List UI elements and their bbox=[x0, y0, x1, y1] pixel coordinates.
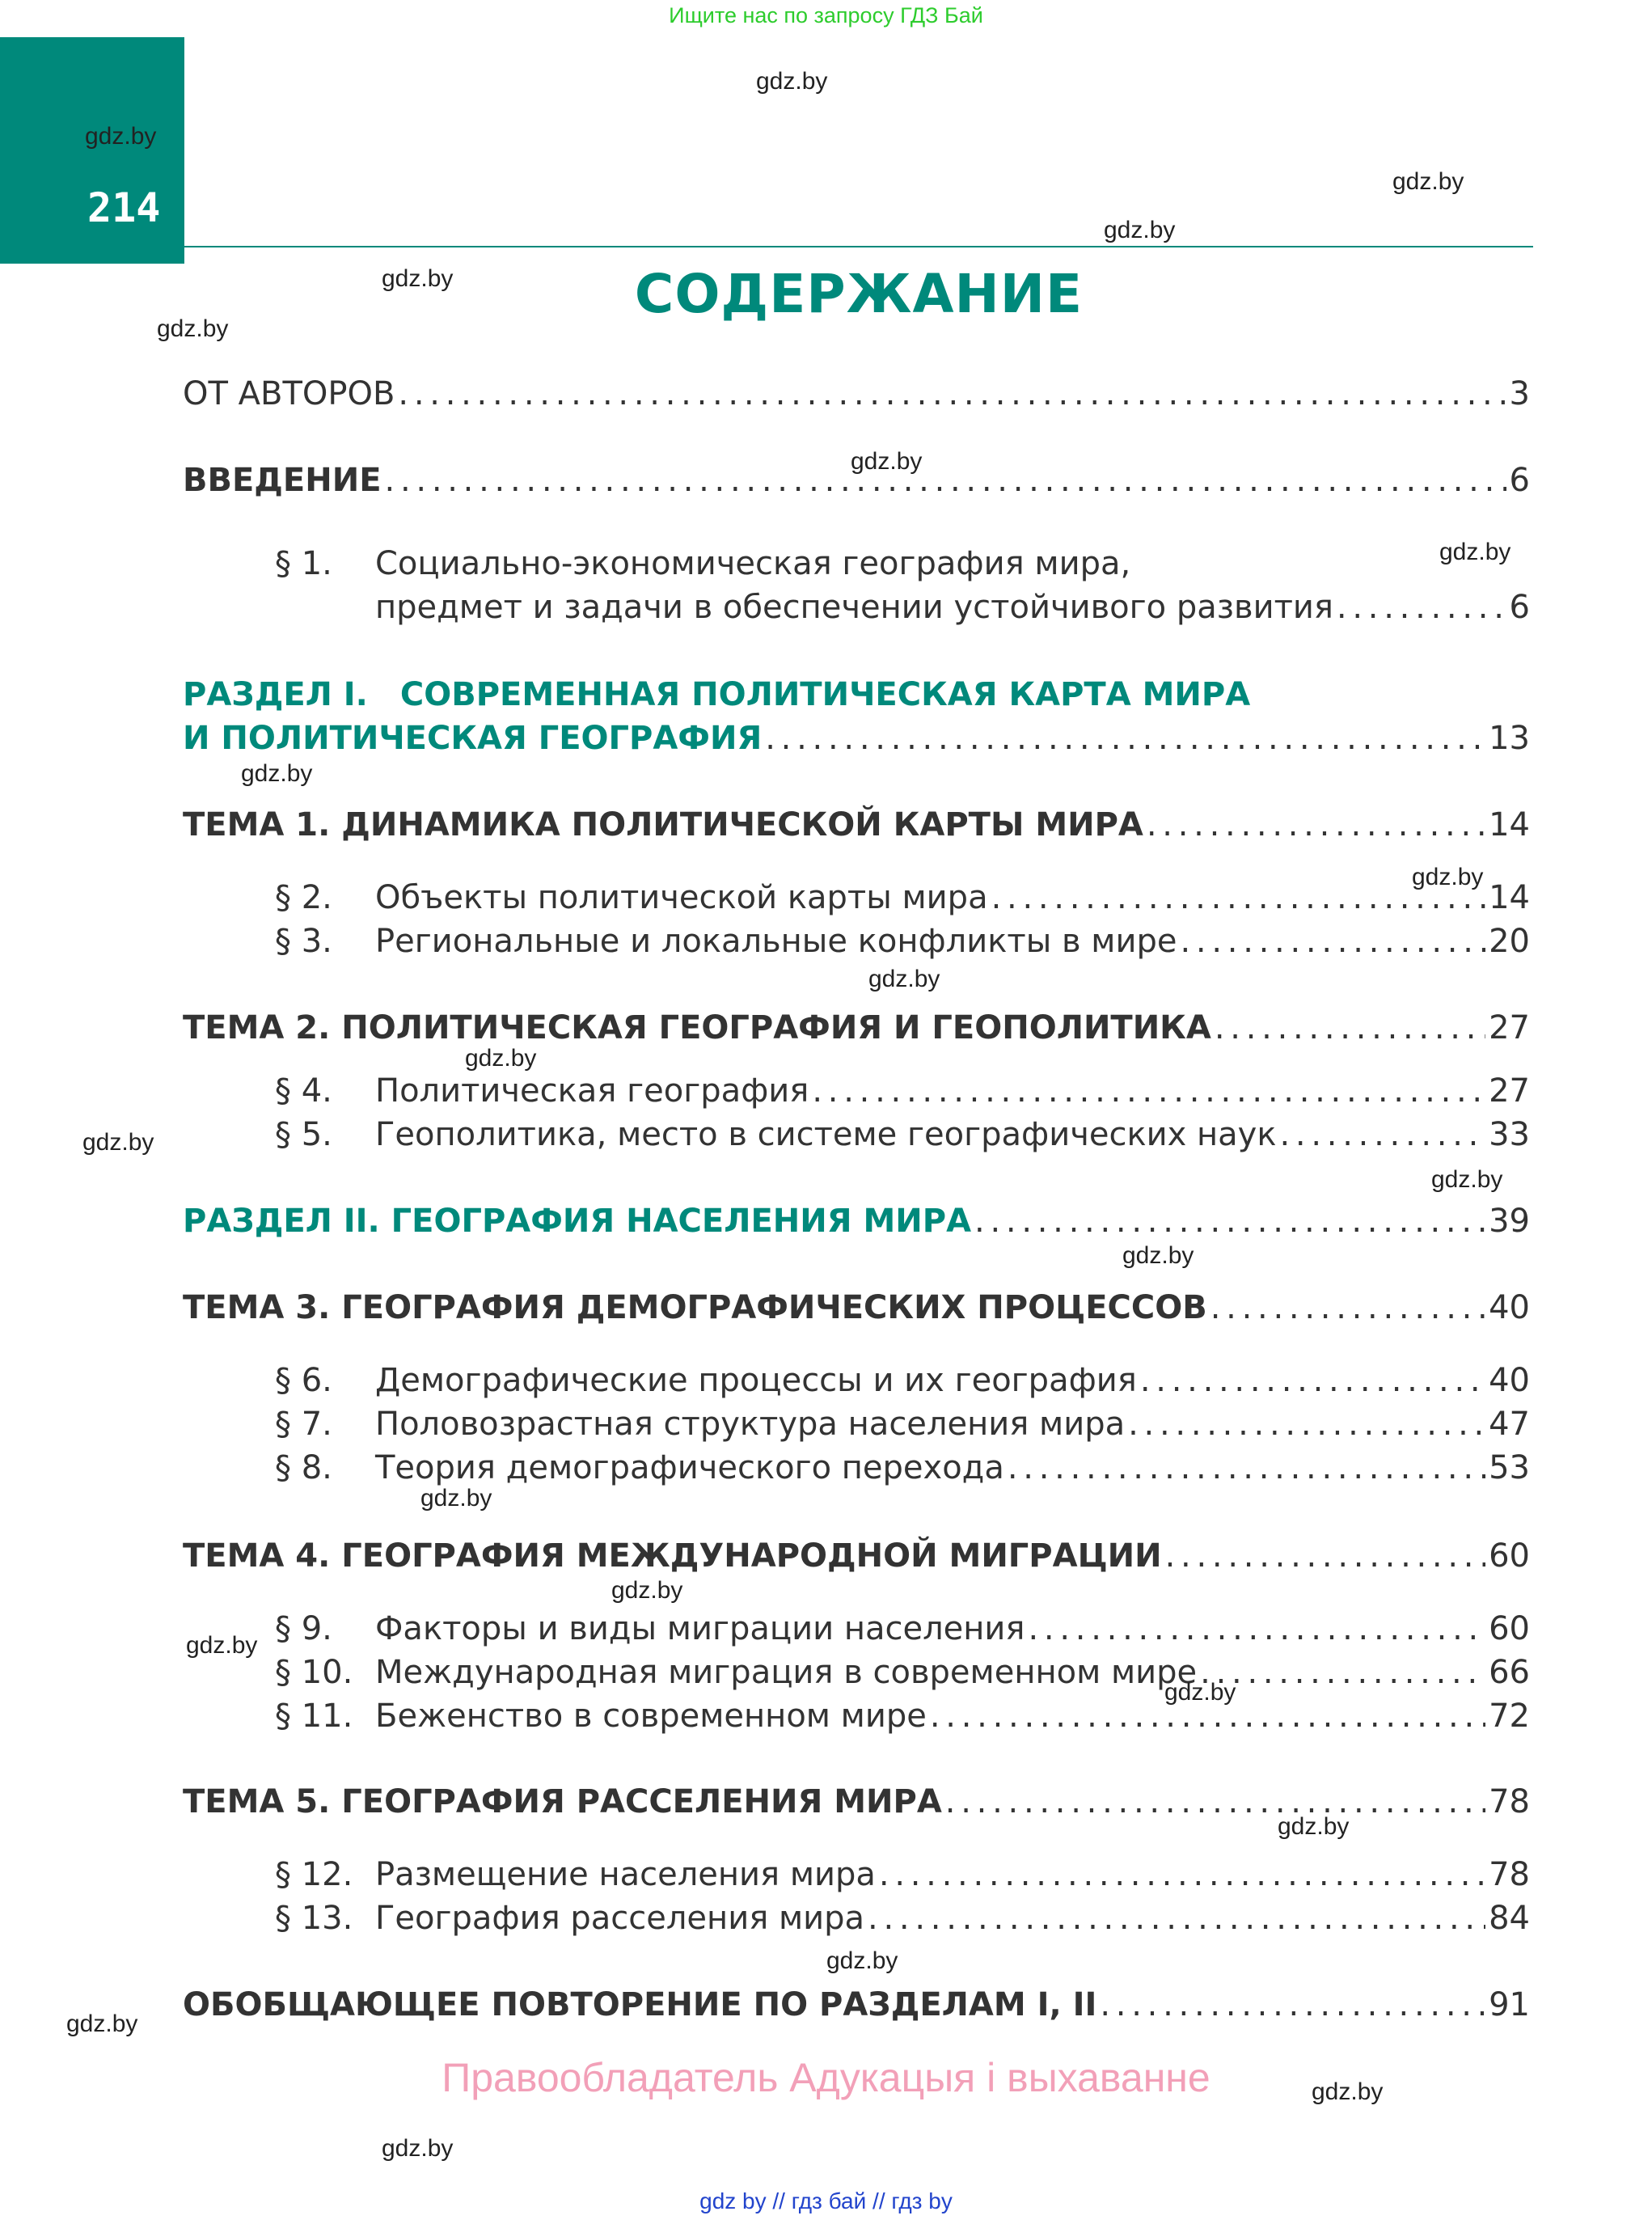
watermark: gdz.by bbox=[1392, 168, 1464, 195]
toc-entry-p11[interactable] bbox=[275, 1694, 1530, 1738]
toc-page-number: 60 bbox=[1489, 1537, 1530, 1575]
section-number: § 9. bbox=[275, 1610, 332, 1647]
toc-entry-text: Политическая география bbox=[375, 1072, 809, 1110]
toc-page-number: 14 bbox=[1489, 806, 1530, 844]
watermark: gdz.by bbox=[186, 1632, 258, 1659]
watermark: gdz.by bbox=[868, 966, 940, 992]
dot-leader bbox=[1215, 1006, 1485, 1050]
toc-entry-text: Факторы и виды миграции населения bbox=[375, 1610, 1025, 1647]
toc-entry-text: Размещение населения мира bbox=[375, 1856, 876, 1893]
watermark: gdz.by bbox=[82, 1129, 154, 1156]
dot-leader bbox=[398, 372, 1506, 416]
watermark: gdz.by bbox=[382, 265, 454, 292]
toc-page-number: 13 bbox=[1489, 720, 1530, 757]
section-number: § 1. bbox=[275, 545, 332, 582]
page-number: 214 bbox=[87, 184, 161, 231]
dot-leader bbox=[765, 717, 1485, 760]
toc-entry-tema3[interactable] bbox=[183, 1286, 1530, 1330]
watermark: gdz.by bbox=[851, 448, 923, 475]
toc-entry-text: Объекты политической карты мира bbox=[375, 879, 988, 916]
dot-leader bbox=[1100, 1983, 1485, 2027]
section-number: § 5. bbox=[275, 1116, 332, 1153]
toc-entry-text: ОБОБЩАЮЩЕЕ ПОВТОРЕНИЕ ПО РАЗДЕЛАМ I, II bbox=[183, 1986, 1097, 2023]
section-number: § 2. bbox=[275, 879, 332, 916]
header-rule bbox=[184, 246, 1533, 247]
toc-entry-p1-line2[interactable] bbox=[375, 586, 1530, 629]
toc-page-number: 47 bbox=[1489, 1406, 1530, 1443]
toc-page-number: 53 bbox=[1489, 1449, 1530, 1486]
toc-page-number: 39 bbox=[1489, 1203, 1530, 1240]
toc-entry-p2[interactable] bbox=[275, 876, 1530, 920]
toc-entry-text: ОТ АВТОРОВ bbox=[183, 375, 395, 412]
dot-leader bbox=[1147, 803, 1485, 847]
toc-page-number: 27 bbox=[1489, 1009, 1530, 1046]
toc-entry-razdel1-line1[interactable] bbox=[183, 673, 1530, 717]
watermark: gdz.by bbox=[1278, 1813, 1350, 1840]
toc-page-number: 6 bbox=[1509, 589, 1530, 626]
toc-page-number: 6 bbox=[1509, 462, 1530, 499]
watermark: gdz.by bbox=[1312, 2078, 1384, 2105]
dot-leader bbox=[868, 1896, 1485, 1940]
toc-entry-tema2[interactable] bbox=[183, 1006, 1530, 1050]
copyright-notice: Правообладатель Адукацыя і выхаванне bbox=[442, 2055, 1210, 2100]
toc-entry-p10[interactable] bbox=[275, 1651, 1530, 1694]
page-title: СОДЕРЖАНИЕ bbox=[634, 263, 1084, 325]
toc-entry-p12[interactable] bbox=[275, 1853, 1530, 1896]
toc-entry-text: Геополитика, место в системе географических наук bbox=[375, 1116, 1277, 1153]
watermark: gdz.by bbox=[382, 2135, 454, 2162]
dot-leader bbox=[1210, 1286, 1485, 1330]
toc-entry-text: Социально-экономическая география мира, bbox=[375, 545, 1131, 582]
watermark: gdz.by bbox=[756, 68, 828, 95]
dot-leader bbox=[1180, 920, 1485, 963]
section-number: § 8. bbox=[275, 1449, 332, 1486]
watermark: gdz.by bbox=[1104, 217, 1176, 243]
toc-entry-text: Международная миграция в современном мире bbox=[375, 1654, 1198, 1691]
toc-page-number: 40 bbox=[1489, 1289, 1530, 1326]
toc-entry-ot-avtorov[interactable] bbox=[183, 372, 1530, 416]
toc-entry-text: Демографические процессы и их география bbox=[375, 1362, 1137, 1399]
toc-page-number: 78 bbox=[1489, 1783, 1530, 1820]
watermark: gdz.by bbox=[1122, 1242, 1194, 1269]
section-label: РАЗДЕЛ I. bbox=[183, 676, 368, 713]
watermark: gdz.by bbox=[420, 1485, 492, 1512]
dot-leader bbox=[1337, 586, 1506, 629]
toc-entry-p3[interactable] bbox=[275, 920, 1530, 963]
toc-entry-text: ТЕМА 3. ГЕОГРАФИЯ ДЕМОГРАФИЧЕСКИХ ПРОЦЕССОВ bbox=[183, 1289, 1207, 1326]
toc-entry-p8[interactable] bbox=[275, 1446, 1530, 1490]
watermark: gdz.by bbox=[465, 1045, 537, 1072]
toc-entry-text: ВВЕДЕНИЕ bbox=[183, 462, 382, 499]
watermark: gdz.by bbox=[66, 2010, 138, 2037]
toc-entry-text: ТЕМА 5. ГЕОГРАФИЯ РАССЕЛЕНИЯ МИРА bbox=[183, 1783, 942, 1820]
toc-entry-text: ТЕМА 2. ПОЛИТИЧЕСКАЯ ГЕОГРАФИЯ И ГЕОПОЛИТИКА bbox=[183, 1009, 1211, 1046]
section-number: § 11. bbox=[275, 1698, 353, 1735]
toc-page-number: 3 bbox=[1509, 375, 1530, 412]
section-number: § 13. bbox=[275, 1900, 353, 1937]
toc-entry-p7[interactable] bbox=[275, 1402, 1530, 1446]
section-number: § 6. bbox=[275, 1362, 332, 1399]
toc-entry-p13[interactable] bbox=[275, 1896, 1530, 1940]
dot-leader bbox=[945, 1780, 1485, 1824]
section-number: § 7. bbox=[275, 1406, 332, 1443]
watermark: gdz.by bbox=[611, 1577, 683, 1604]
dot-leader bbox=[1008, 1446, 1485, 1490]
toc-entry-text: СОВРЕМЕННАЯ ПОЛИТИЧЕСКАЯ КАРТА МИРА bbox=[399, 676, 1251, 713]
toc-entry-text: Беженство в современном мире bbox=[375, 1698, 927, 1735]
watermark: gdz.by bbox=[241, 760, 313, 787]
toc-entry-tema1[interactable] bbox=[183, 803, 1530, 847]
watermark: gdz.by bbox=[1164, 1679, 1236, 1706]
dot-leader bbox=[974, 1199, 1485, 1243]
section-number: § 10. bbox=[275, 1654, 353, 1691]
dot-leader bbox=[1280, 1113, 1486, 1156]
watermark: gdz.by bbox=[826, 1947, 898, 1974]
toc-entry-razdel2[interactable] bbox=[183, 1199, 1530, 1243]
dot-leader bbox=[1028, 1607, 1485, 1651]
watermark: gdz.by bbox=[1412, 864, 1484, 890]
toc-entry-text: Теория демографического перехода bbox=[375, 1449, 1004, 1486]
toc-entry-p9[interactable] bbox=[275, 1607, 1530, 1651]
watermark: gdz.by bbox=[85, 123, 157, 150]
toc-entry-p1-line1[interactable] bbox=[275, 542, 1530, 586]
footer-links[interactable]: gdz by // гдз бай // гдз by bbox=[699, 2188, 953, 2213]
toc-entry-text: ТЕМА 1. ДИНАМИКА ПОЛИТИЧЕСКОЙ КАРТЫ МИРА bbox=[183, 806, 1143, 844]
toc-page-number: 20 bbox=[1489, 923, 1530, 960]
toc-entry-text: РАЗДЕЛ II. ГЕОГРАФИЯ НАСЕЛЕНИЯ МИРА bbox=[183, 1203, 972, 1240]
section-number: § 4. bbox=[275, 1072, 332, 1110]
watermark: gdz.by bbox=[157, 315, 229, 342]
toc-entry-razdel1-line2[interactable] bbox=[183, 717, 1530, 760]
dot-leader bbox=[1200, 1651, 1485, 1694]
toc-entry-p4[interactable] bbox=[275, 1069, 1530, 1113]
dot-leader bbox=[385, 459, 1506, 502]
dot-leader bbox=[1128, 1402, 1485, 1446]
toc-page-number: 14 bbox=[1489, 879, 1530, 916]
toc-page-number: 84 bbox=[1489, 1900, 1530, 1937]
dot-leader bbox=[879, 1853, 1485, 1896]
toc-entry-tema4[interactable] bbox=[183, 1534, 1530, 1578]
dot-leader bbox=[812, 1069, 1485, 1113]
toc-entry-text: ТЕМА 4. ГЕОГРАФИЯ МЕЖДУНАРОДНОЙ МИГРАЦИИ bbox=[183, 1537, 1162, 1575]
toc-page-number: 33 bbox=[1489, 1116, 1530, 1153]
toc-entry-text: предмет и задачи в обеспечении устойчивого развития bbox=[375, 589, 1333, 626]
dot-leader bbox=[1165, 1534, 1485, 1578]
toc-page-number: 78 bbox=[1489, 1856, 1530, 1893]
toc-page-number: 40 bbox=[1489, 1362, 1530, 1399]
toc-entry-p6[interactable] bbox=[275, 1359, 1530, 1402]
toc-page-number: 27 bbox=[1489, 1072, 1530, 1110]
toc-entry-obobshchayushchee[interactable] bbox=[183, 1983, 1530, 2027]
watermark: gdz.by bbox=[1431, 1166, 1503, 1193]
dot-leader bbox=[1140, 1359, 1485, 1402]
section-number: § 3. bbox=[275, 923, 332, 960]
toc-page-number: 91 bbox=[1489, 1986, 1530, 2023]
toc-entry-text: География расселения мира bbox=[375, 1900, 865, 1937]
section-number: § 12. bbox=[275, 1856, 353, 1893]
toc-entry-text: Региональные и локальные конфликты в мире bbox=[375, 923, 1177, 960]
toc-entry-p5[interactable] bbox=[275, 1113, 1530, 1156]
toc-entry-text: И ПОЛИТИЧЕСКАЯ ГЕОГРАФИЯ bbox=[183, 720, 763, 757]
watermark: gdz.by bbox=[1439, 539, 1511, 565]
toc-entry-text: Половозрастная структура населения мира bbox=[375, 1406, 1126, 1443]
toc-page-number: 72 bbox=[1489, 1698, 1530, 1735]
toc-page-number: 66 bbox=[1489, 1654, 1530, 1691]
top-note: Ищите нас по запросу ГДЗ Бай bbox=[669, 3, 983, 27]
toc-page-number: 60 bbox=[1489, 1610, 1530, 1647]
